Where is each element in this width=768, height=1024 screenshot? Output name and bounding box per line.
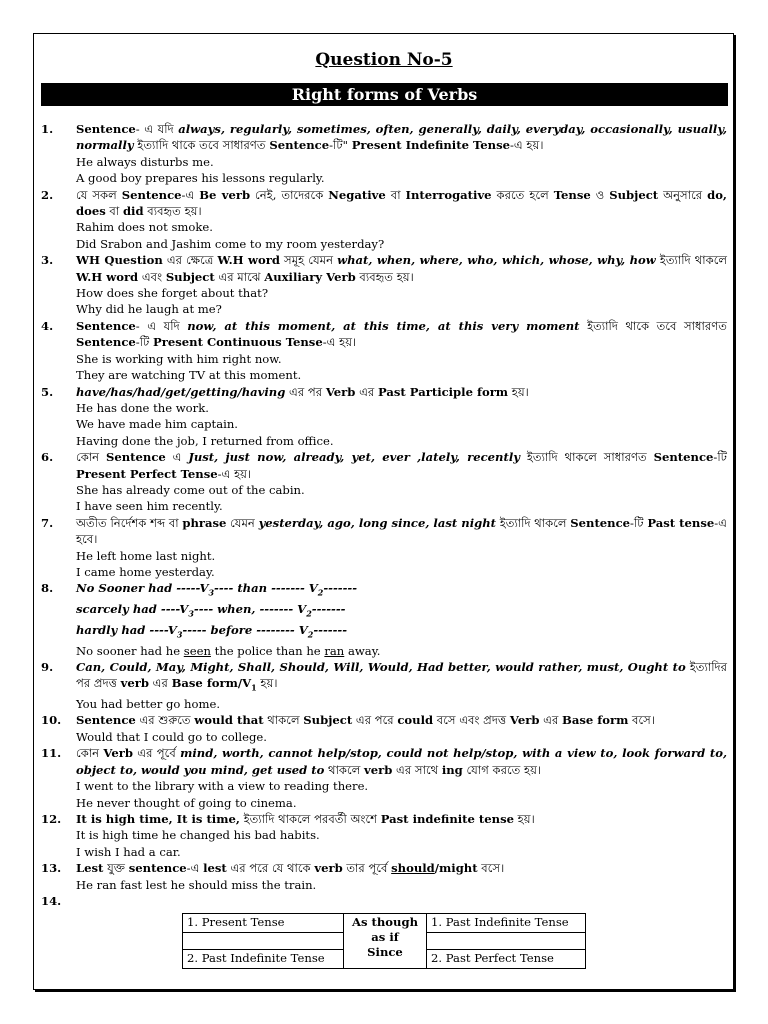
structure-line: hardly had $----V_3-----$ before -------- $V_2-------$ <box>76 622 348 640</box>
item-number: 10. <box>41 713 62 728</box>
list-item <box>41 318 727 384</box>
example-sentence: They are watching TV at this moment. <box>76 368 302 383</box>
list-item <box>41 745 727 811</box>
example-sentence: How does she forget about that? <box>76 286 269 301</box>
list-item <box>41 712 727 745</box>
example-sentence: You had better go home. <box>76 697 221 712</box>
example-sentence: He left home last night. <box>76 548 216 563</box>
example-sentence: Rahim does not smoke. <box>76 220 213 235</box>
section-banner: Right forms of Verbs <box>41 83 728 106</box>
table-cell <box>183 933 344 950</box>
example-sentence: He always disturbs me. <box>76 154 214 169</box>
list-item <box>41 860 727 893</box>
item-number: 8. <box>41 581 54 596</box>
example-sentence: Having done the job, I returned from office. <box>76 433 334 448</box>
example-sentence: No sooner had he seen the police than he ran away. <box>76 643 381 658</box>
list-item <box>41 580 727 659</box>
example-sentence: She is working with him right now. <box>76 351 282 366</box>
table-cell-connectors: As though as if Since <box>344 914 427 969</box>
list-item <box>41 515 727 581</box>
table-cell: 1. Present Tense <box>183 914 344 933</box>
rule-text: Sentence এর শুরুতে would that থাকলে Subject এর পরে could বসে এবং প্রদত্ত Verb এর Base form বসে। <box>76 713 655 728</box>
item-number: 2. <box>41 187 54 202</box>
rule-text: Sentence- এ যদি always, regularly, sometimes, often, generally, daily, everyday, occasionally, usually, normally ইত্যাদি থাকে তবে সাধারণত Sentence-টি" Present Indefinite Tense-এ হয়। <box>76 122 727 153</box>
item-number: 11. <box>41 746 62 761</box>
structure-line: No Sooner had $-----V_3----$ than ------- $V_2-------$ <box>76 581 358 598</box>
item-number: 7. <box>41 515 54 530</box>
example-sentence: Did Srabon and Jashim come to my room yesterday? <box>76 236 385 251</box>
item-number: 9. <box>41 659 54 674</box>
example-sentence: Why did he laugh at me? <box>76 302 222 317</box>
table-cell: 2. Past Perfect Tense <box>427 950 586 969</box>
item-number: 1. <box>41 122 54 136</box>
item-number: 12. <box>41 811 62 826</box>
list-item <box>41 811 727 860</box>
rule-text: Lest যুক্ত sentence-এ lest এর পরে যে থাকে verb তার পূর্বে should/might বসে। <box>76 861 505 876</box>
list-item <box>41 659 727 713</box>
list-item <box>41 252 727 318</box>
list-item <box>41 121 727 187</box>
item-number: 13. <box>41 861 62 876</box>
page-title: Question No-5 <box>315 50 453 70</box>
rule-text: Can, Could, May, Might, Shall, Should, Will, Would, Had better, would rather, must, Ought to ইত্যাদির পর প্রদত্ত verb এর Base form/$V_1$ হয়। <box>76 659 727 693</box>
table-cell: 2. Past Indefinite Tense <box>183 950 344 969</box>
rule-text: যে সকল Sentence-এ Be verb নেই, তাদেরকে Negative বা Interrogative করতে হলে Tense ও Subject অনুসারে do, does বা did ব্যবহৃত হয়। <box>76 187 727 219</box>
rule-text: Sentence- এ যদি now, at this moment, at this time, at this very moment ইত্যাদি থাকে তবে সাধারণত Sentence-টি Present Continuous Tense-এ হয়। <box>76 318 727 350</box>
example-sentence: I came home yesterday. <box>76 564 215 579</box>
item-number: 3. <box>41 253 54 268</box>
rule-text: অতীত নির্দেশক শব্দ বা phrase যেমন yesterday, ago, long since, last night ইত্যাদি থাকলে Sentence-টি Past tense-এ হবে। <box>76 515 727 547</box>
example-sentence: I wish I had a car. <box>76 844 181 859</box>
example-sentence: He never thought of going to cinema. <box>76 795 297 810</box>
rule-text: It is high time, It is time, ইত্যাদি থাকলে পরবর্তী অংশে Past indefinite tense হয়। <box>76 811 535 826</box>
example-sentence: We have made him captain. <box>76 417 238 432</box>
rules-list <box>41 121 727 909</box>
structure-line: scarcely had $----V_3----$ when, ------- $V_2-------$ <box>76 602 346 619</box>
table-cell <box>427 933 586 950</box>
item-number: 6. <box>41 450 54 465</box>
list-item <box>41 893 727 909</box>
list-item <box>41 187 727 253</box>
item-number: 5. <box>41 384 54 399</box>
item-number: 14. <box>41 893 62 908</box>
rule-text: কোন Verb এর পূর্বে mind, worth, cannot help/stop, could not help/stop, with a view to, look forward to, object to, would you mind, get used to থাকলে verb এর সাথে ing যোগ করতে হয়। <box>76 746 727 777</box>
example-sentence: Would that I could go to college. <box>76 729 267 744</box>
rule-text: WH Question এর ক্ষেত্রে W.H word সমূহ যেমন what, when, where, who, which, whose, why, how ইত্যাদি থাকলে W.H word এবং Subject এর মাঝে Auxiliary Verb ব্যবহৃত হয়। <box>76 253 728 284</box>
example-sentence: I went to the library with a view to reading there. <box>76 779 369 794</box>
example-sentence: He ran fast lest he should miss the train. <box>76 877 317 892</box>
table-cell: 1. Past Indefinite Tense <box>427 914 586 933</box>
tense-table <box>182 913 586 969</box>
example-sentence: A good boy prepares his lessons regularly. <box>76 171 325 186</box>
rule-text: কোন Sentence এ Just, just now, already, yet, ever ,lately, recently ইত্যাদি থাকলে সাধারণত Sentence-টি Present Perfect Tense-এ হয়। <box>76 450 727 481</box>
example-sentence: She has already come out of the cabin. <box>76 482 305 497</box>
list-item <box>41 384 727 450</box>
example-sentence: He has done the work. <box>76 400 209 415</box>
example-sentence: It is high time he changed his bad habits. <box>76 828 320 843</box>
list-item <box>41 449 727 515</box>
item-number: 4. <box>41 318 54 333</box>
rule-text: have/has/had/get/getting/having এর পর Verb এর Past Participle form হয়। <box>76 384 529 399</box>
example-sentence: I have seen him recently. <box>76 499 223 514</box>
